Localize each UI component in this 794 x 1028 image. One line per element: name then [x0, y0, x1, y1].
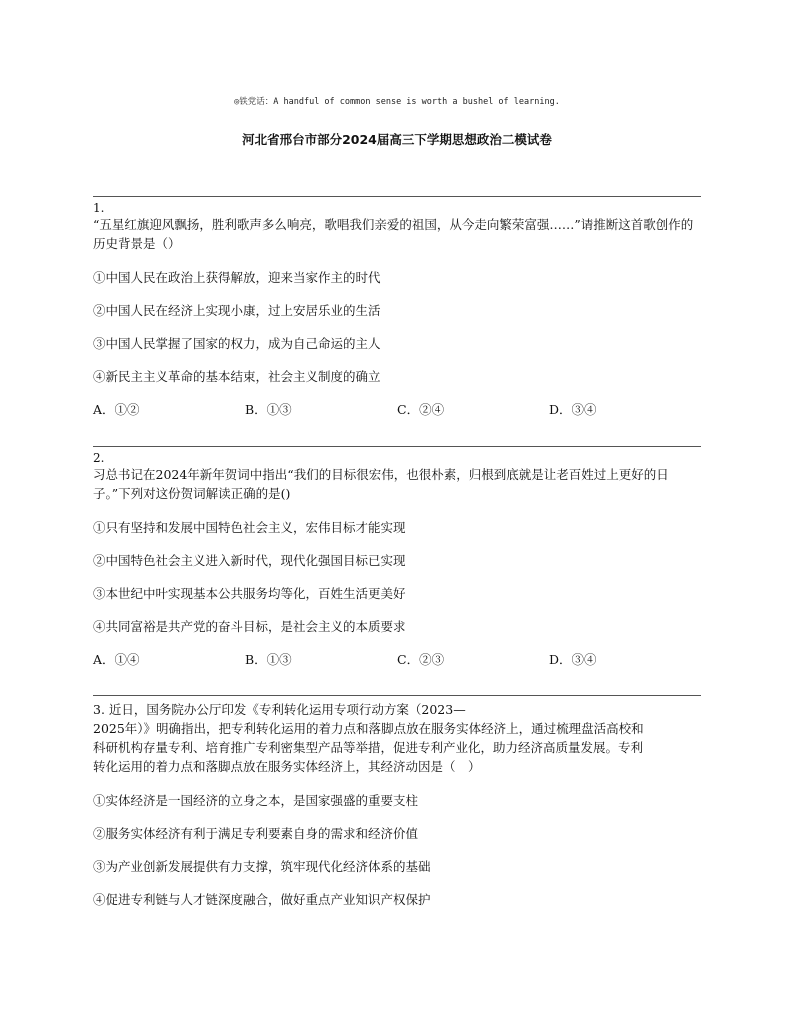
question-number: 2. — [93, 451, 105, 465]
answer-choices — [93, 402, 701, 418]
question-2 — [93, 446, 701, 668]
choice-b[interactable]: B．①③ — [245, 402, 292, 417]
question-divider — [93, 446, 701, 447]
option-1: ①中国人民在政治上获得解放，迎来当家作主的时代 — [93, 270, 381, 285]
choice-a[interactable]: A．①④ — [93, 652, 140, 667]
choice-a[interactable]: A．①② — [93, 402, 140, 417]
option-4: ④共同富裕是共产党的奋斗目标，是社会主义的本质要求 — [93, 619, 406, 634]
choice-d[interactable]: D．③④ — [549, 652, 597, 667]
choice-b[interactable]: B．①③ — [245, 652, 292, 667]
option-3: ③本世纪中叶实现基本公共服务均等化，百姓生活更美好 — [93, 586, 406, 601]
question-stem-line-4: 转化运用的着力点和落脚点放在服务实体经济上，其经济动因是（ ） — [93, 759, 481, 774]
question-stem-line-2: 2025年）》明确指出，把专利转化运用的着力点和落脚点放在服务实体经济上，通过梳理盘活高校和 — [93, 721, 644, 736]
option-2: ②服务实体经济有利于满足专利要素自身的需求和经济价值 — [93, 826, 419, 841]
option-1: ①实体经济是一国经济的立身之本，是国家强盛的重要支柱 — [93, 793, 419, 808]
question-3 — [93, 695, 701, 908]
option-2: ②中国人民在经济上实现小康，过上安居乐业的生活 — [93, 303, 381, 318]
option-2: ②中国特色社会主义进入新时代，现代化强国目标已实现 — [93, 553, 406, 568]
page-title: 河北省邢台市部分2024届高三下学期思想政治二模试卷 — [242, 132, 552, 147]
question-1 — [93, 196, 701, 418]
option-4: ④新民主主义革命的基本结束，社会主义制度的确立 — [93, 369, 381, 384]
question-stem-line-3: 科研机构存量专利、培育推广专利密集型产品等举措，促进专利产业化，助力经济高质量发展。专利 — [93, 740, 644, 755]
option-1: ①只有坚持和发展中国特色社会主义，宏伟目标才能实现 — [93, 520, 406, 535]
choice-c[interactable]: C．②③ — [397, 652, 445, 667]
question-divider — [93, 695, 701, 696]
question-stem-line-1: 3. 近日，国务院办公厅印发《专利转化运用专项行动方案（2023— — [93, 702, 466, 717]
choice-d[interactable]: D．③④ — [549, 402, 597, 417]
header-motto: ◎铁党话：A handful of common sense is worth a bushel of learning. — [234, 97, 560, 107]
question-stem: 习总书记在2024年新年贺词中指出“我们的目标很宏伟，也很朴素，归根到底就是让老百姓过上更好的日子。”下列对这份贺词解读正确的是() — [93, 467, 669, 501]
option-4: ④促进专利链与人才链深度融合，做好重点产业知识产权保护 — [93, 892, 431, 907]
question-divider — [93, 196, 701, 197]
option-3: ③为产业创新发展提供有力支撑，筑牢现代化经济体系的基础 — [93, 859, 431, 874]
question-stem: “五星红旗迎风飘扬，胜利歌声多么响亮，歌唱我们亲爱的祖国，从今走向繁荣富强……”请推断这首歌创作的历史背景是（） — [93, 217, 694, 251]
answer-choices — [93, 652, 701, 668]
choice-c[interactable]: C．②④ — [397, 402, 445, 417]
question-number: 1. — [93, 201, 105, 215]
option-3: ③中国人民掌握了国家的权力，成为自己命运的主人 — [93, 336, 381, 351]
